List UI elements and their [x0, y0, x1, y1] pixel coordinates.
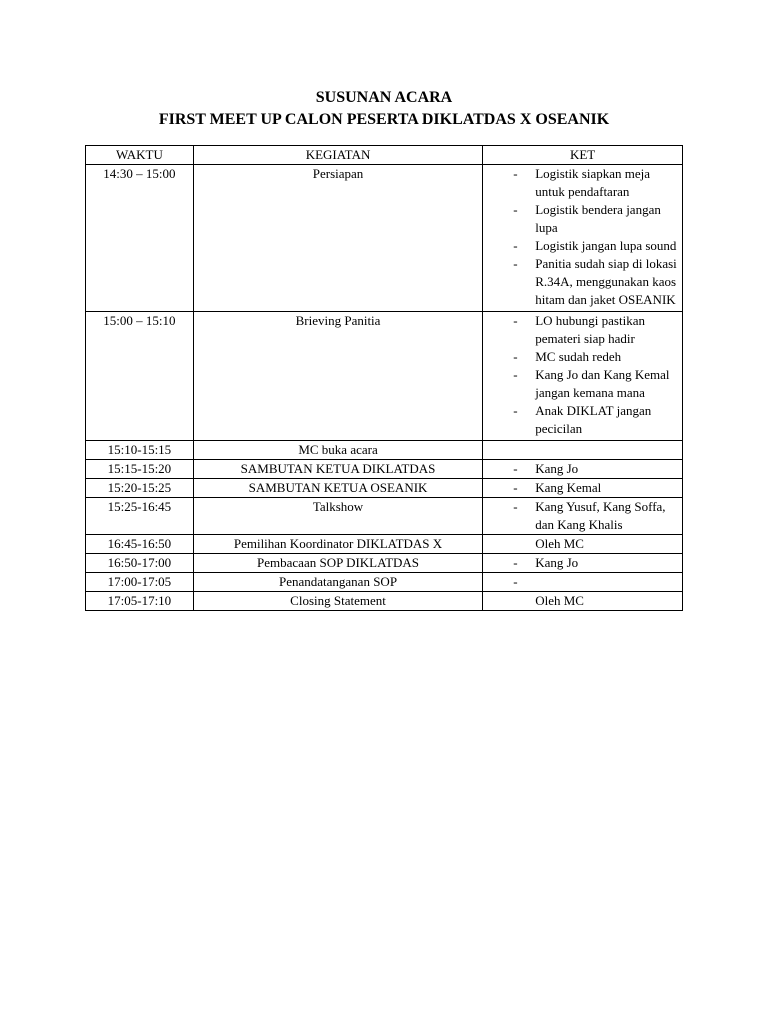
table-row — [86, 592, 683, 611]
ket-text: LO hubungi pastikan pemateri siap hadir — [535, 313, 645, 346]
ket-bullet: - — [513, 461, 518, 476]
time-cell: 17:00-17:05 — [86, 573, 194, 592]
ket-list — [487, 460, 678, 478]
ket-bullet: - — [513, 499, 518, 514]
time-cell: 16:45-16:50 — [86, 535, 194, 554]
ket-text: Panitia sudah siap di lokasi R.34A, menggunakan kaos hitam dan jaket OSEANIK — [535, 256, 677, 307]
activity-cell: Pemilihan Koordinator DIKLATDAS X — [193, 535, 482, 554]
ket-bullet: - — [513, 574, 518, 589]
time-cell: 15:10-15:15 — [86, 441, 194, 460]
ket-cell — [483, 460, 683, 479]
ket-text: Kang Jo dan Kang Kemal jangan kemana mana — [535, 367, 670, 400]
activity-cell: Persiapan — [193, 165, 482, 312]
table-row — [86, 460, 683, 479]
table-row — [86, 165, 683, 312]
time-cell: 16:50-17:00 — [86, 554, 194, 573]
ket-bullet: - — [513, 367, 518, 382]
ket-text: Kang Yusuf, Kang Soffa, dan Kang Khalis — [535, 499, 666, 532]
ket-item — [487, 201, 678, 237]
ket-bullet: - — [513, 480, 518, 495]
activity-cell: SAMBUTAN KETUA OSEANIK — [193, 479, 482, 498]
ket-text: Anak DIKLAT jangan pecicilan — [535, 403, 652, 436]
document-title-block — [0, 87, 768, 131]
activity-cell: Talkshow — [193, 498, 482, 535]
ket-item — [487, 460, 678, 478]
time-cell: 15:25-16:45 — [86, 498, 194, 535]
activity-cell: Closing Statement — [193, 592, 482, 611]
time-cell: 17:05-17:10 — [86, 592, 194, 611]
ket-bullet: - — [513, 202, 518, 217]
ket-plain-text: Oleh MC — [535, 536, 584, 551]
ket-text: Kang Jo — [535, 555, 579, 570]
ket-list — [487, 479, 678, 497]
time-cell: 15:15-15:20 — [86, 460, 194, 479]
time-cell: 15:20-15:25 — [86, 479, 194, 498]
ket-list — [487, 165, 678, 309]
table-row — [86, 312, 683, 441]
ket-bullet: - — [513, 166, 518, 181]
time-cell: 14:30 – 15:00 — [86, 165, 194, 312]
ket-bullet: - — [513, 403, 518, 418]
header-ket: KET — [483, 146, 683, 165]
ket-item — [487, 366, 678, 402]
ket-cell — [483, 573, 683, 592]
activity-cell: SAMBUTAN KETUA DIKLATDAS — [193, 460, 482, 479]
table-header-row — [86, 146, 683, 165]
ket-item — [487, 237, 678, 255]
ket-item — [487, 498, 678, 534]
ket-item — [487, 312, 678, 348]
activity-cell: Penandatanganan SOP — [193, 573, 482, 592]
schedule-table — [85, 145, 683, 611]
ket-cell — [483, 554, 683, 573]
table-row — [86, 498, 683, 535]
time-cell: 15:00 – 15:10 — [86, 312, 194, 441]
ket-item — [487, 402, 678, 438]
ket-bullet: - — [513, 349, 518, 364]
table-row — [86, 479, 683, 498]
ket-text: Logistik bendera jangan lupa — [535, 202, 661, 235]
ket-list — [487, 554, 678, 572]
ket-bullet: - — [513, 238, 518, 253]
table-row — [86, 554, 683, 573]
activity-cell: Pembacaan SOP DIKLATDAS — [193, 554, 482, 573]
ket-cell — [483, 479, 683, 498]
ket-bullet: - — [513, 256, 518, 271]
activity-cell: Brieving Panitia — [193, 312, 482, 441]
ket-text: MC sudah redeh — [535, 349, 622, 364]
ket-item — [487, 255, 678, 309]
ket-cell — [483, 165, 683, 312]
table-row — [86, 441, 683, 460]
table-row — [86, 573, 683, 592]
ket-text: Logistik siapkan meja untuk pendaftaran — [535, 166, 651, 199]
header-kegiatan: KEGIATAN — [193, 146, 482, 165]
header-waktu: WAKTU — [86, 146, 194, 165]
document-title: SUSUNAN ACARA — [315, 89, 453, 106]
ket-cell — [483, 498, 683, 535]
ket-cell — [483, 592, 683, 611]
ket-cell — [483, 441, 683, 460]
ket-cell — [483, 535, 683, 554]
ket-bullet: - — [513, 555, 518, 570]
ket-text: Logistik jangan lupa sound — [535, 238, 677, 253]
ket-list — [487, 498, 678, 534]
document-subtitle: FIRST MEET UP CALON PESERTA DIKLATDAS X OSEANIK — [158, 111, 610, 128]
ket-item — [487, 479, 678, 497]
ket-cell — [483, 312, 683, 441]
ket-list — [487, 312, 678, 438]
ket-plain-text: Oleh MC — [535, 593, 584, 608]
ket-item — [487, 348, 678, 366]
activity-cell: MC buka acara — [193, 441, 482, 460]
ket-item — [487, 554, 678, 572]
ket-text: Kang Kemal — [535, 480, 602, 495]
table-row — [86, 535, 683, 554]
ket-text: Kang Jo — [535, 461, 579, 476]
ket-bullet: - — [513, 313, 518, 328]
ket-item — [487, 165, 678, 201]
